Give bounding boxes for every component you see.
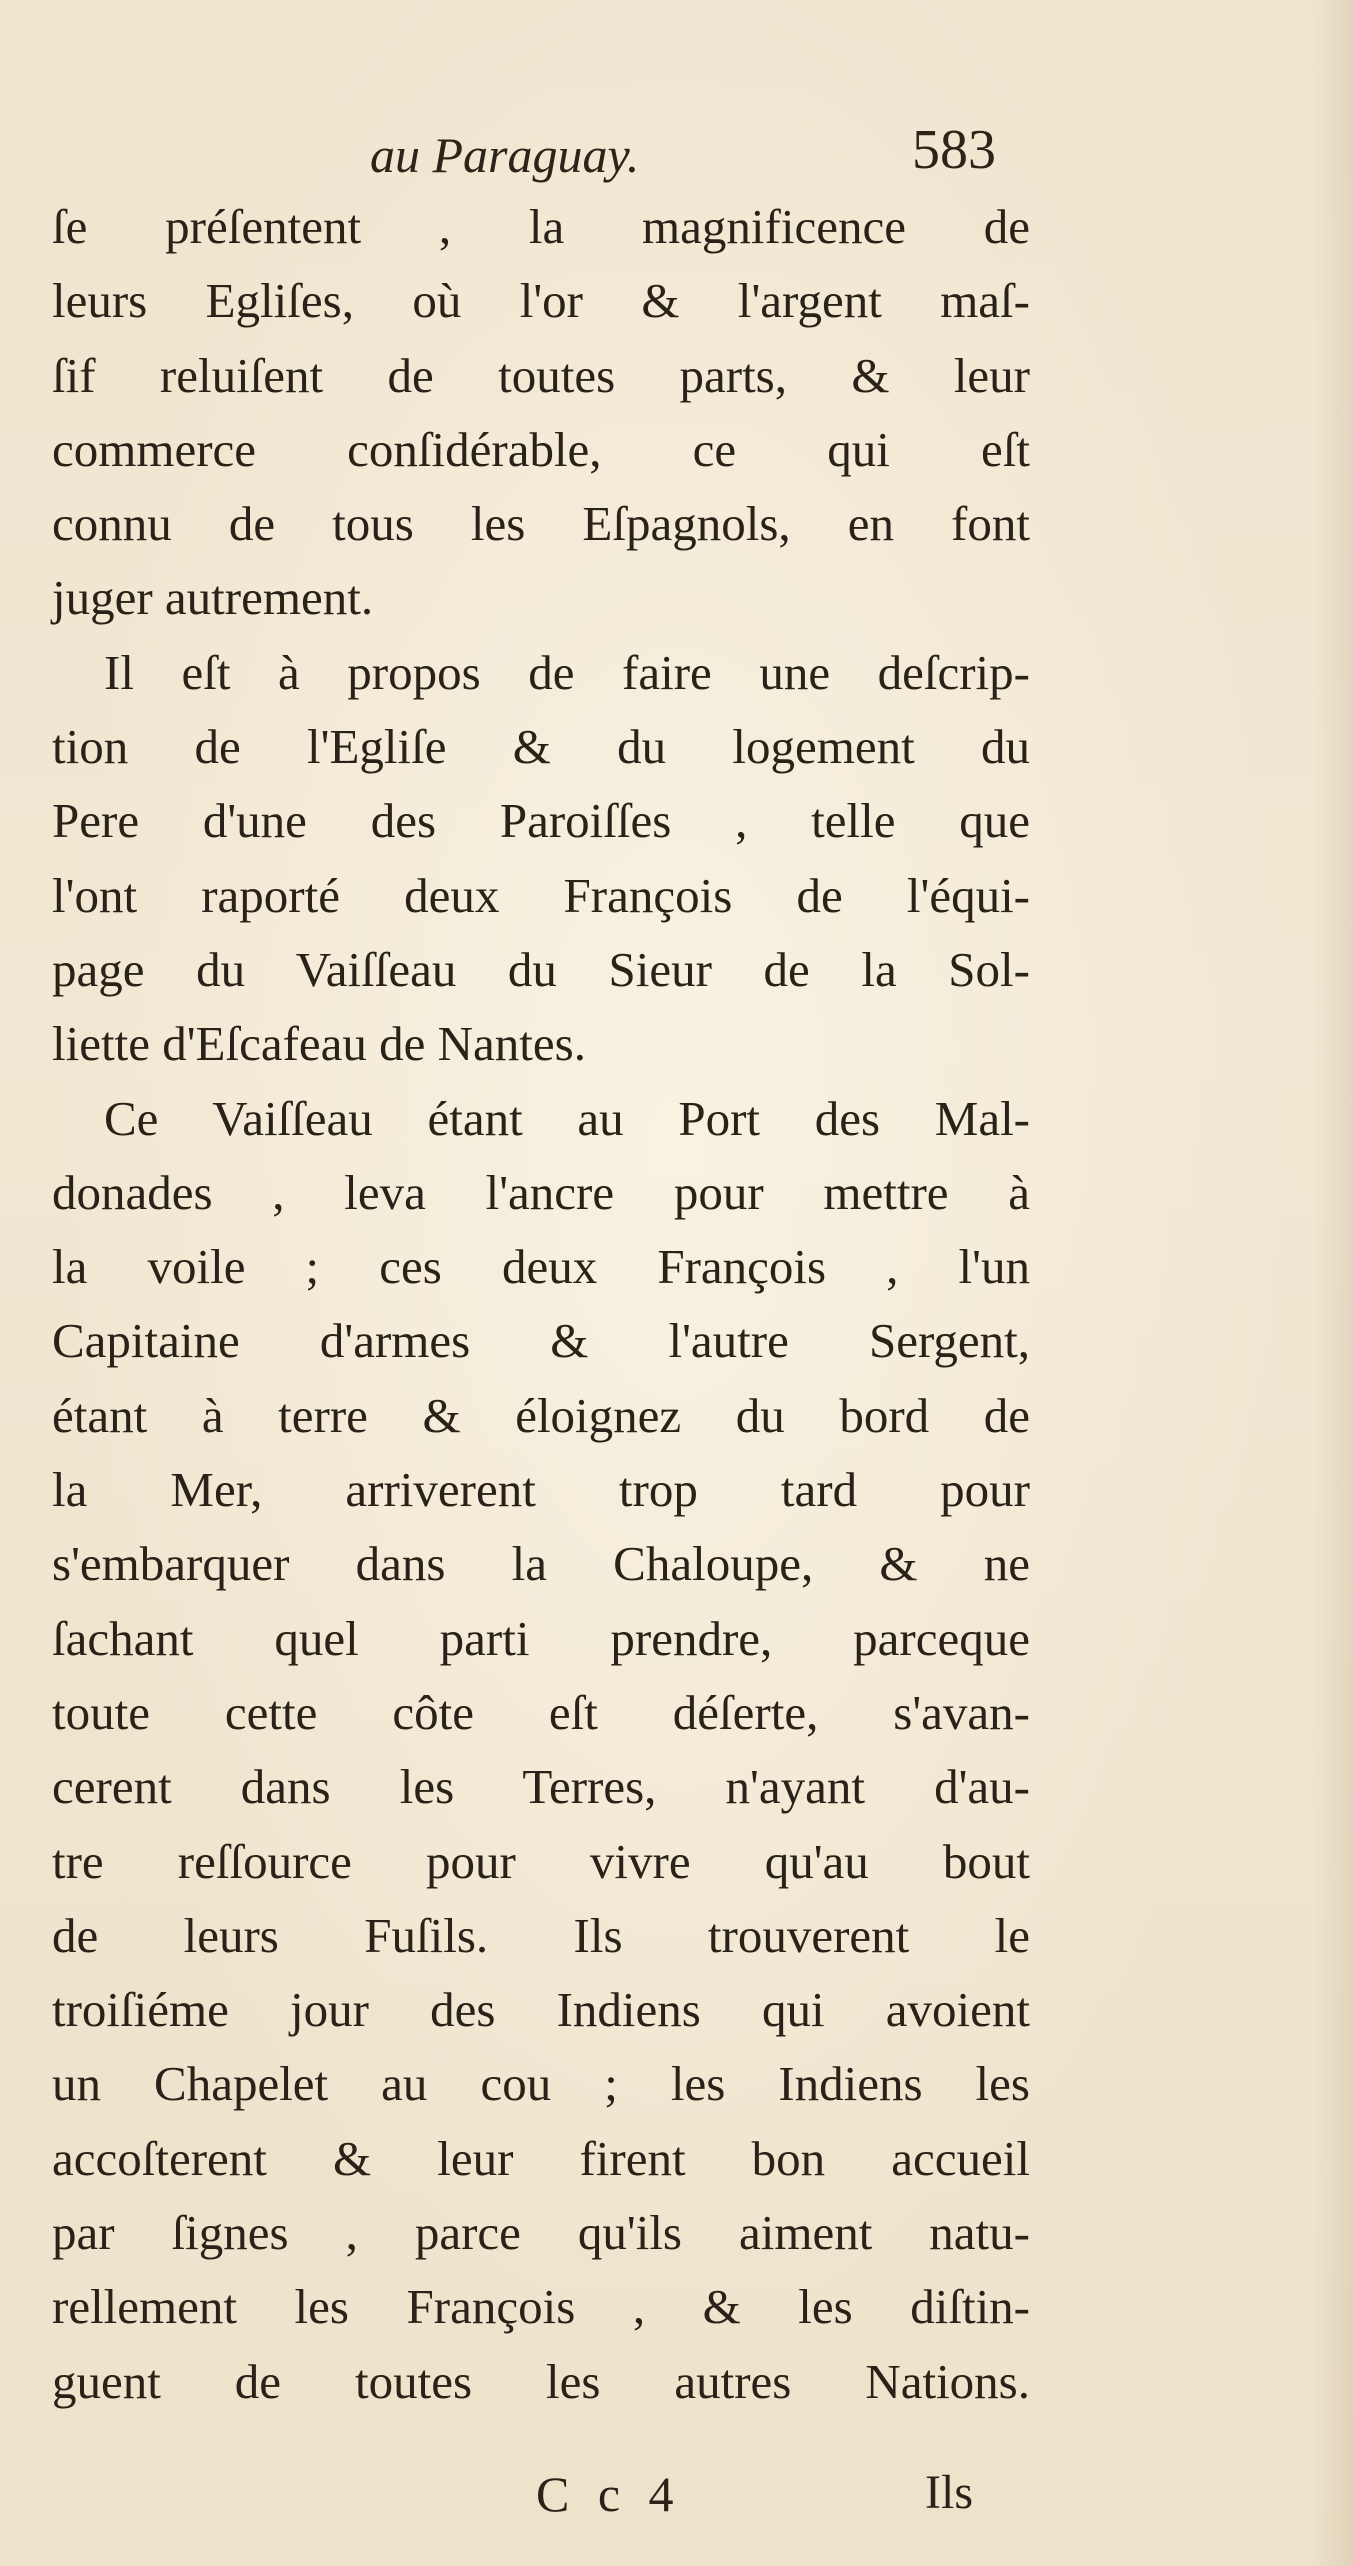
page-edge-shadow bbox=[1313, 0, 1353, 2566]
text-line: liette d'Eſcafeau de Nantes. bbox=[52, 1016, 586, 1072]
text-line: ſif reluiſent de toutes parts, & leur bbox=[52, 347, 1030, 403]
text-line: cerent dans les Terres, n'ayant d'au- bbox=[52, 1759, 1030, 1815]
text-line: donades , leva l'ancre pour mettre à bbox=[52, 1164, 1030, 1220]
text-line: leurs Egliſes, où l'or & l'argent maſ- bbox=[52, 273, 1030, 329]
text-line: ſe préſentent , la magnificence de bbox=[52, 199, 1030, 254]
text-line: tre reſſource pour vivre qu'au bout bbox=[52, 1833, 1030, 1889]
signature-mark: C c 4 bbox=[536, 2466, 682, 2522]
text-line: par ſignes , parce qu'ils aiment natu- bbox=[52, 2205, 1030, 2261]
text-line: la voile ; ces deux François , l'un bbox=[52, 1239, 1030, 1295]
text-line: Ce Vaiſſeau étant au Port des Mal- bbox=[104, 1090, 1030, 1146]
catchword: Ils bbox=[925, 2466, 973, 2519]
page-number: 583 bbox=[912, 119, 996, 181]
running-title: au Paraguay. bbox=[370, 127, 640, 183]
text-line: Capitaine d'armes & l'autre Sergent, bbox=[52, 1313, 1030, 1369]
text-line: un Chapelet au cou ; les Indiens les bbox=[52, 2056, 1030, 2112]
text-line: juger autrement. bbox=[52, 570, 374, 626]
text-line: connu de tous les Eſpagnols, en font bbox=[52, 496, 1030, 552]
text-line: toute cette côte eſt déſerte, s'avan- bbox=[52, 1684, 1030, 1740]
text-line: commerce conſidérable, ce qui eſt bbox=[52, 421, 1030, 477]
text-line: s'embarquer dans la Chaloupe, & ne bbox=[52, 1536, 1030, 1592]
text-line: de leurs Fuſils. Ils trouverent le bbox=[52, 1907, 1030, 1963]
text-line: Pere d'une des Paroiſſes , telle que bbox=[52, 793, 1030, 849]
text-line: la Mer, arriverent trop tard pour bbox=[52, 1462, 1030, 1518]
text-line: guent de toutes les autres Nations. bbox=[52, 2353, 1030, 2409]
text-line: ſachant quel parti prendre, parceque bbox=[52, 1610, 1030, 1666]
text-line: étant à terre & éloignez du bord de bbox=[52, 1387, 1030, 1443]
text-line: page du Vaiſſeau du Sieur de la Sol- bbox=[52, 941, 1030, 997]
text-line: accoſterent & leur firent bon accueil bbox=[52, 2130, 1030, 2186]
body-text bbox=[52, 190, 1030, 2419]
text-line: tion de l'Egliſe & du logement du bbox=[52, 719, 1030, 775]
text-line: rellement les François , & les diſtin- bbox=[52, 2279, 1030, 2335]
text-line: Il eſt à propos de faire une deſcrip- bbox=[104, 644, 1030, 700]
text-line: troiſiéme jour des Indiens qui avoient bbox=[52, 1982, 1030, 2038]
text-line: l'ont raporté deux François de l'équi- bbox=[52, 867, 1030, 923]
